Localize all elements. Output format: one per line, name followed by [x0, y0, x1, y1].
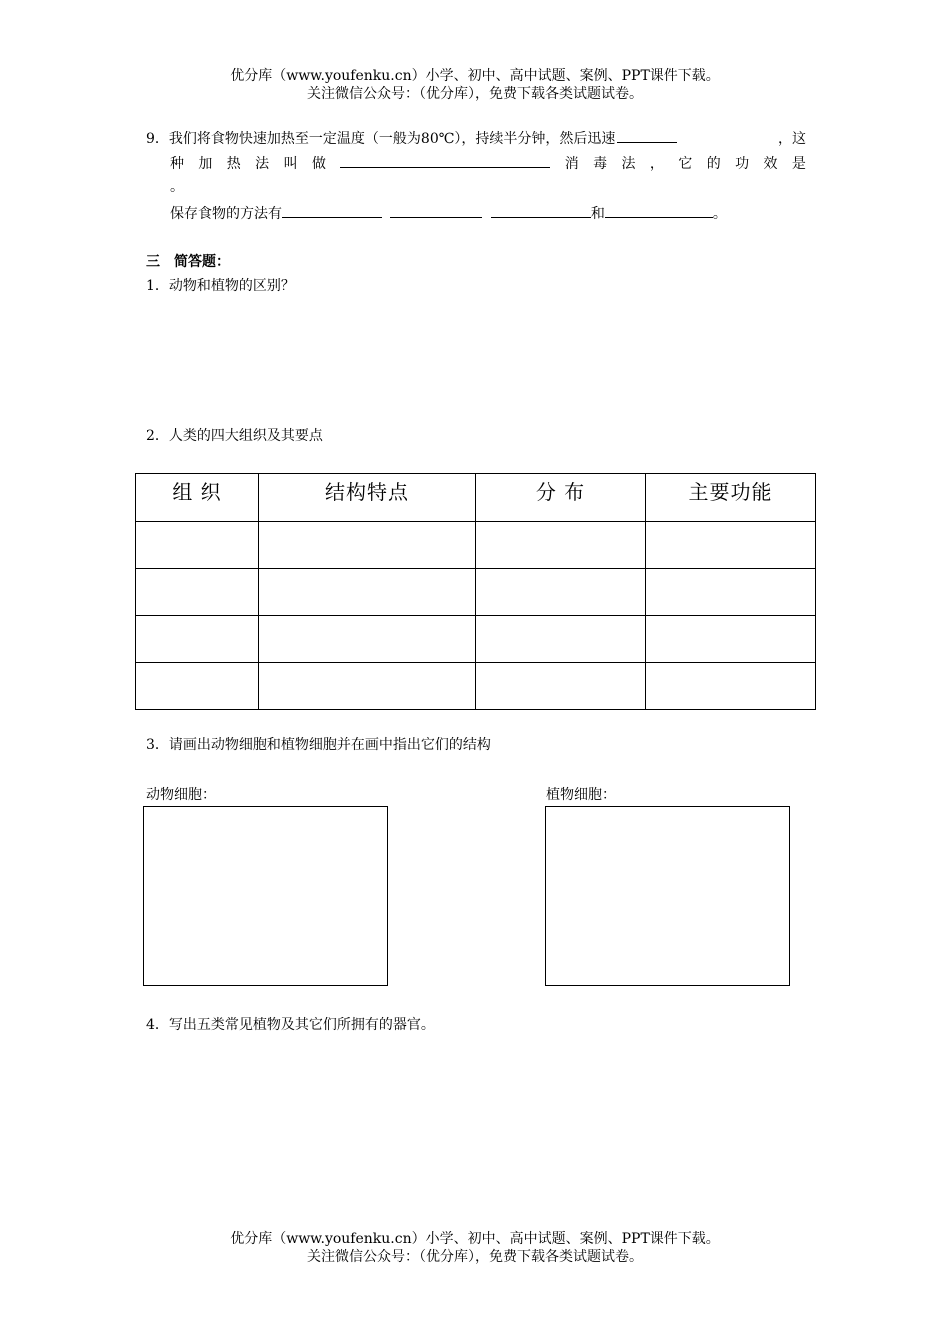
question-2: 2．人类的四大组织及其要点 — [146, 428, 323, 444]
q9-blank-storage-3[interactable] — [491, 203, 591, 218]
question-1: 1．动物和植物的区别？ — [146, 278, 295, 294]
table-cell[interactable] — [259, 522, 476, 569]
q9-line-4 — [170, 203, 727, 223]
table-cell[interactable] — [136, 663, 259, 710]
table-row — [136, 569, 816, 616]
page-header-line-1: 优分库（www.youfenku.cn）小学、初中、高中试题、案例、PPT课件下载。 — [230, 68, 720, 84]
table-header-cell: 组 织 — [136, 474, 259, 522]
q9-blank-method[interactable] — [340, 153, 550, 168]
table-cell[interactable] — [476, 569, 646, 616]
question-3: 3．请画出动物细胞和植物细胞并在画中指出它们的结构 — [146, 737, 491, 753]
animal-cell-drawing-box[interactable] — [143, 806, 388, 986]
q9-line-1-end: ，这 — [778, 131, 806, 147]
table-cell[interactable] — [646, 522, 816, 569]
q9-word: 的 — [706, 156, 721, 172]
q9-word: 它 — [678, 156, 693, 172]
plant-cell-label: 植物细胞： — [546, 787, 616, 803]
table-cell[interactable] — [476, 616, 646, 663]
table-header-cell: 主要功能 — [646, 474, 816, 522]
table-cell[interactable] — [646, 663, 816, 710]
q9-line-1-text: 9．我们将食物快速加热至一定温度（一般为80℃），持续半分钟，然后迅速 — [146, 131, 616, 147]
table-cell[interactable] — [136, 522, 259, 569]
table-row — [136, 663, 816, 710]
table-cell[interactable] — [259, 616, 476, 663]
table-cell[interactable] — [476, 522, 646, 569]
table-cell[interactable] — [646, 616, 816, 663]
page-header-line-2: 关注微信公众号：（优分库），免费下载各类试题试卷。 — [307, 86, 643, 102]
table-cell[interactable] — [136, 616, 259, 663]
q9-blank-storage-1[interactable] — [282, 203, 382, 218]
table-header-cell: 分 布 — [476, 474, 646, 522]
plant-cell-drawing-box[interactable] — [545, 806, 790, 986]
q9-word: 做 — [311, 156, 326, 172]
q9-word: 法 — [621, 156, 636, 172]
q9-word: 效 — [763, 156, 778, 172]
section-3-title: 三 简答题： — [146, 254, 230, 270]
q9-word: 热 — [226, 156, 241, 172]
table-cell[interactable] — [136, 569, 259, 616]
table-cell[interactable] — [259, 663, 476, 710]
table-header-row — [136, 474, 816, 522]
table-header-cell: 结构特点 — [259, 474, 476, 522]
q9-comma: ， — [649, 156, 664, 172]
q9-word: 消 — [564, 156, 579, 172]
q9-line-4-end: 。 — [712, 206, 727, 222]
table-row — [136, 522, 816, 569]
animal-cell-label: 动物细胞： — [146, 787, 216, 803]
q9-blank-cooling[interactable] — [617, 128, 677, 143]
q9-word: 功 — [735, 156, 750, 172]
q9-line-4-and: 和 — [590, 206, 605, 222]
q9-line-1 — [146, 128, 806, 148]
q9-line-4-prefix: 保存食物的方法有 — [170, 206, 282, 222]
question-4: 4．写出五类常见植物及其它们所拥有的器官。 — [146, 1017, 435, 1033]
table-row — [136, 616, 816, 663]
q9-line-2 — [170, 153, 806, 173]
q9-blank-storage-4[interactable] — [605, 203, 713, 218]
page-footer-line-1: 优分库（www.youfenku.cn）小学、初中、高中试题、案例、PPT课件下载。 — [230, 1231, 720, 1247]
q9-word: 毒 — [593, 156, 608, 172]
q9-line-3: 。 — [170, 179, 184, 195]
table-cell[interactable] — [476, 663, 646, 710]
page-footer-line-2: 关注微信公众号：（优分库），免费下载各类试题试卷。 — [307, 1249, 643, 1265]
tissue-table — [135, 473, 816, 710]
q9-word: 加 — [198, 156, 213, 172]
q9-blank-storage-2[interactable] — [390, 203, 482, 218]
q9-word: 法 — [255, 156, 270, 172]
q9-word: 种 — [170, 156, 184, 172]
q9-word: 是 — [791, 156, 806, 172]
table-cell[interactable] — [259, 569, 476, 616]
table-cell[interactable] — [646, 569, 816, 616]
q9-word: 叫 — [283, 156, 298, 172]
